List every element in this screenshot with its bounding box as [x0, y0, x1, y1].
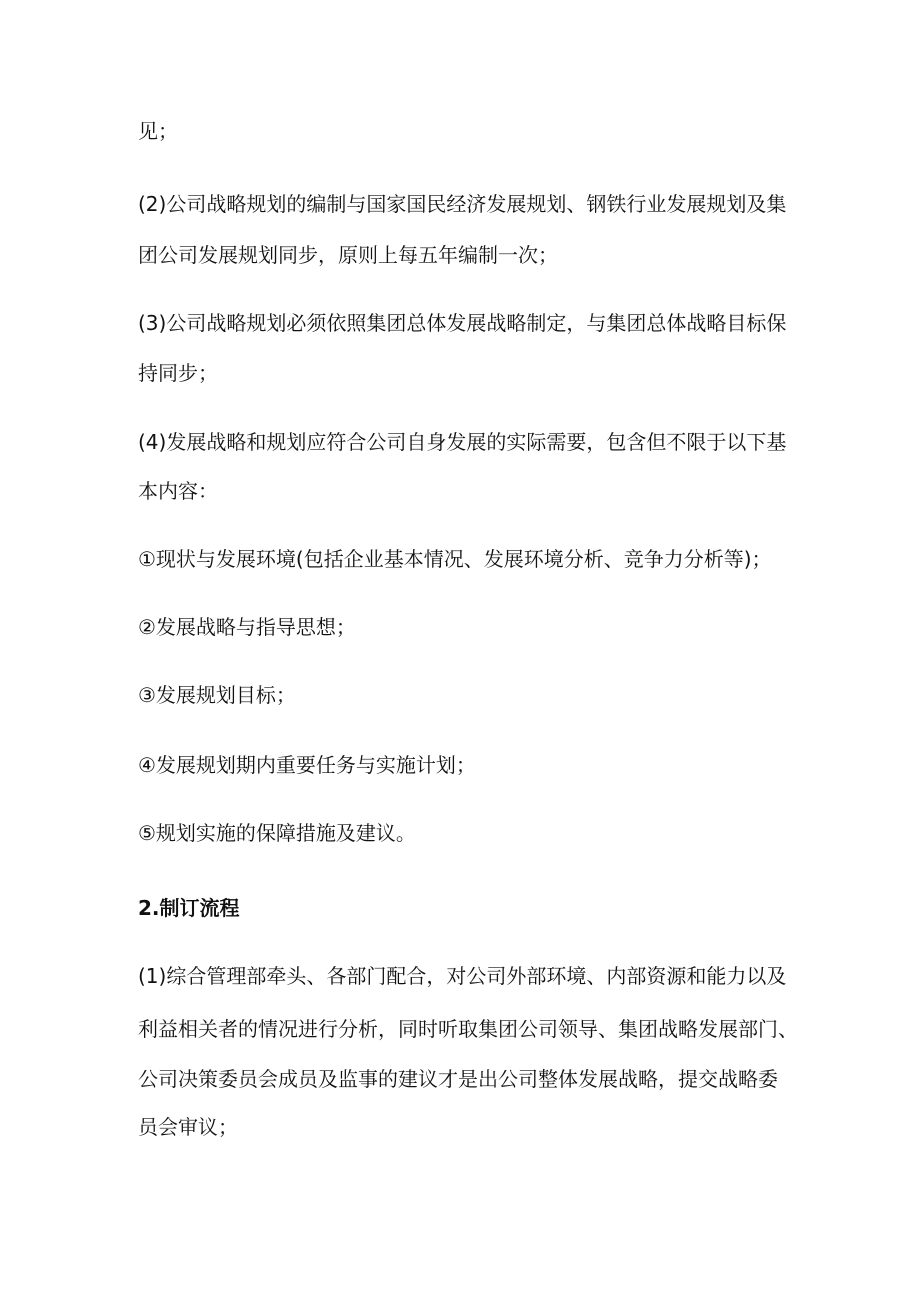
text-line: 团公司发展规划同步，原则上每五年编制一次； [138, 243, 558, 267]
text-line: (3)公司战略规划必须依照集团总体发展战略制定，与集团总体战略目标保 [138, 311, 787, 335]
text-line: 员会审议； [138, 1115, 238, 1139]
text-line: 见； [138, 119, 178, 143]
list-item: ②发展战略与指导思想； [138, 615, 356, 639]
list-item: ①现状与发展环境(包括企业基本情况、发展环境分析、竞争力分析等)； [138, 547, 772, 571]
text-line: 公司决策委员会成员及监事的建议才是出公司整体发展战略，提交战略委 [138, 1067, 778, 1091]
text-line: (4)发展战略和规划应符合公司自身发展的实际需要，包含但不限于以下基 [138, 430, 787, 454]
text-line: (1)综合管理部牵头、各部门配合，对公司外部环境、内部资源和能力以及 [138, 964, 787, 988]
text-line: 利益相关者的情况进行分析，同时听取集团公司领导、集团战略发展部门、 [138, 1017, 798, 1041]
list-item: ④发展规划期内重要任务与实施计划； [138, 753, 476, 777]
section-heading: 2.制订流程 [138, 896, 240, 920]
list-item: ③发展规划目标； [138, 683, 296, 707]
text-line: 本内容： [138, 479, 218, 503]
text-line: (2)公司战略规划的编制与国家国民经济发展规划、钢铁行业发展规划及集 [138, 192, 787, 216]
text-line: 持同步； [138, 361, 218, 385]
list-item: ⑤规划实施的保障措施及建议。 [138, 821, 416, 845]
